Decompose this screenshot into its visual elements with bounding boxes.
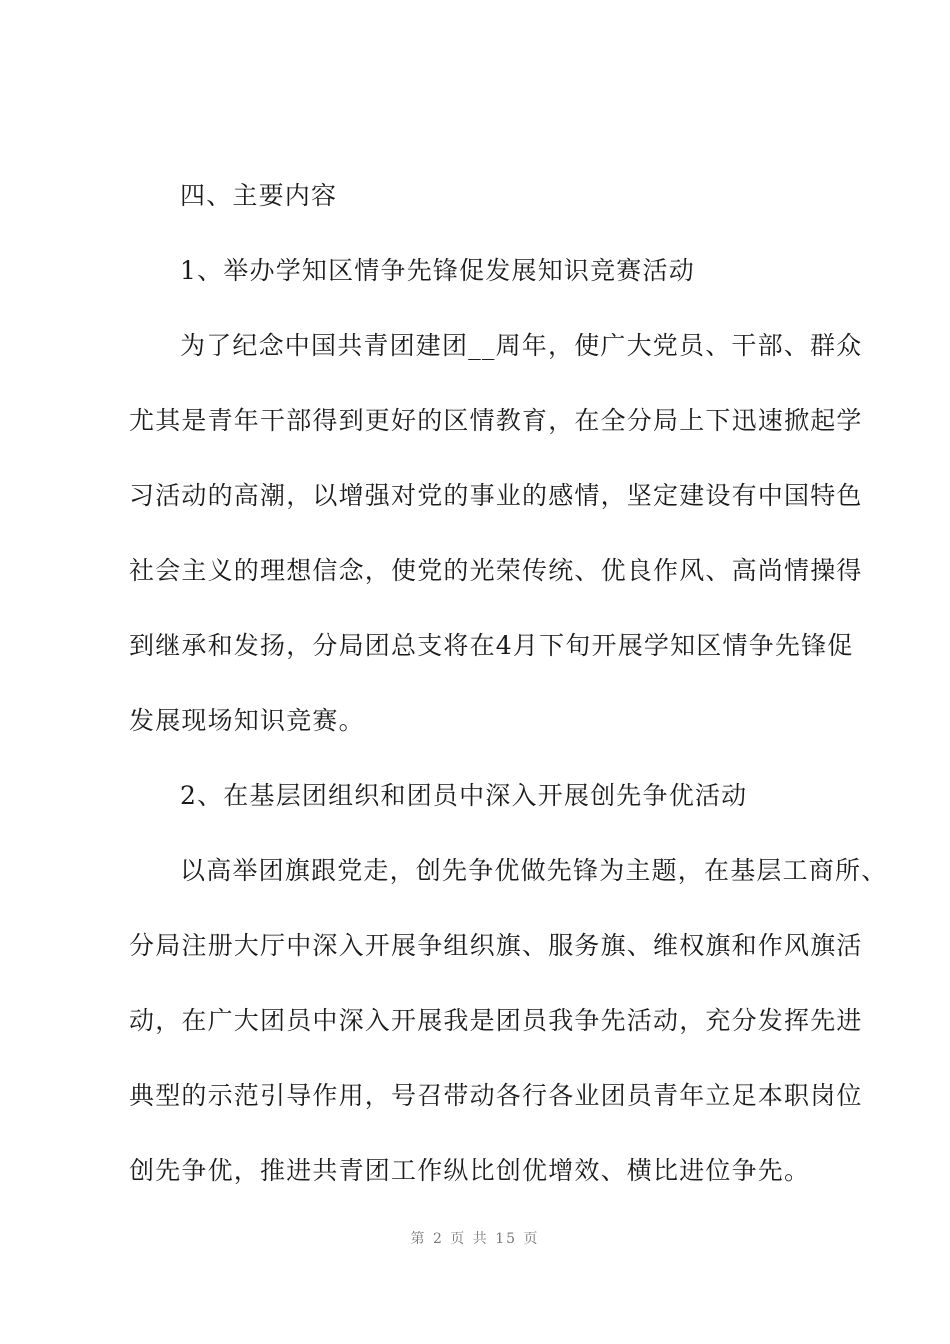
page-number-footer: 第 2 页 共 15 页: [410, 1231, 540, 1247]
item2-paragraph-line: 典型的示范引导作用，号召带动各行各业团员青年立足本职岗位: [129, 1081, 863, 1110]
item1-paragraph-line: 尤其是青年干部得到更好的区情教育，在全分局上下迅速掀起学: [129, 406, 863, 435]
item2-paragraph-line: 创先争优，推进共青团工作纵比创优增效、横比进位争先。: [129, 1156, 811, 1185]
item2-paragraph-line: 分局注册大厅中深入开展争组织旗、服务旗、维权旗和作风旗活: [129, 931, 863, 960]
item1-paragraph-line: 习活动的高潮，以增强对党的事业的感情，坚定建设有中国特色: [129, 481, 863, 510]
item1-paragraph-line: 为了纪念中国共青团建团__周年，使广大党员、干部、群众: [180, 331, 863, 360]
item1-heading: 1、举办学知区情争先锋促发展知识竞赛活动: [180, 256, 695, 285]
item1-paragraph-line: 社会主义的理想信念，使党的光荣传统、优良作风、高尚情操得: [129, 556, 863, 585]
item2-paragraph-line: 动，在广大团员中深入开展我是团员我争先活动，充分发挥先进: [129, 1006, 863, 1035]
section-heading: 四、主要内容: [180, 181, 338, 210]
item1-paragraph-line: 到继承和发扬，分局团总支将在4月下旬开展学知区情争先锋促: [129, 631, 854, 660]
item2-heading: 2、在基层团组织和团员中深入开展创先争优活动: [180, 781, 748, 810]
item2-paragraph-line: 以高举团旗跟党走，创先争优做先锋为主题，在基层工商所、: [180, 856, 888, 885]
item1-paragraph-line: 发展现场知识竞赛。: [129, 706, 365, 735]
